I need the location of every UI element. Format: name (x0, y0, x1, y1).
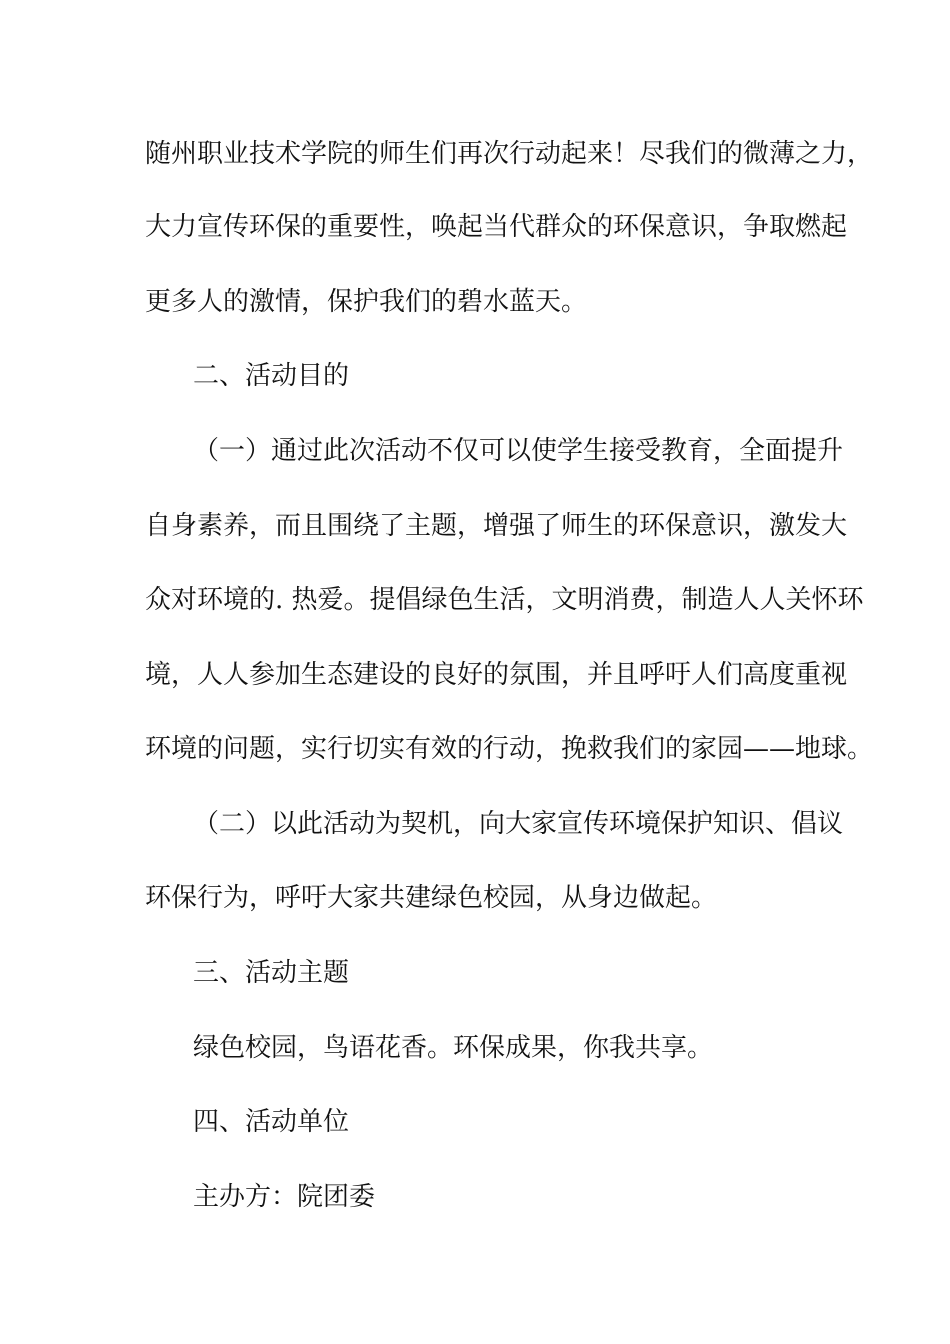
paragraph-line: （一）通过此次活动不仅可以使学生接受教育，全面提升 (193, 436, 844, 466)
paragraph-line: 境，人人参加生态建设的良好的氛围，并且呼吁人们高度重视 (145, 660, 848, 690)
section-heading: 二、活动目的 (193, 361, 350, 391)
paragraph-line: 环境的问题，实行切实有效的行动，挽救我们的家园——地球。 (145, 734, 874, 764)
paragraph-line: 主办方：院团委 (193, 1182, 376, 1212)
paragraph-line: 环保行为，呼吁大家共建绿色校园，从身边做起。 (145, 883, 718, 913)
paragraph-line: （二）以此活动为契机，向大家宣传环境保护知识、倡议 (193, 809, 844, 839)
paragraph-line: 自身素养，而且围绕了主题，增强了师生的环保意识，激发大 (145, 511, 848, 541)
paragraph-line: 绿色校园，鸟语花香。环保成果，你我共享。 (193, 1033, 714, 1063)
paragraph-line: 众对环境的. 热爱。提倡绿色生活，文明消费，制造人人关怀环 (145, 585, 864, 615)
paragraph-line: 随州职业技术学院的师生们再次行动起来！尽我们的微薄之力， (145, 139, 874, 169)
section-heading: 三、活动主题 (193, 958, 350, 988)
paragraph-line: 更多人的激情，保护我们的碧水蓝天。 (145, 287, 588, 317)
section-heading: 四、活动单位 (193, 1107, 350, 1137)
paragraph-line: 大力宣传环保的重要性，唤起当代群众的环保意识，争取燃起 (145, 212, 848, 242)
